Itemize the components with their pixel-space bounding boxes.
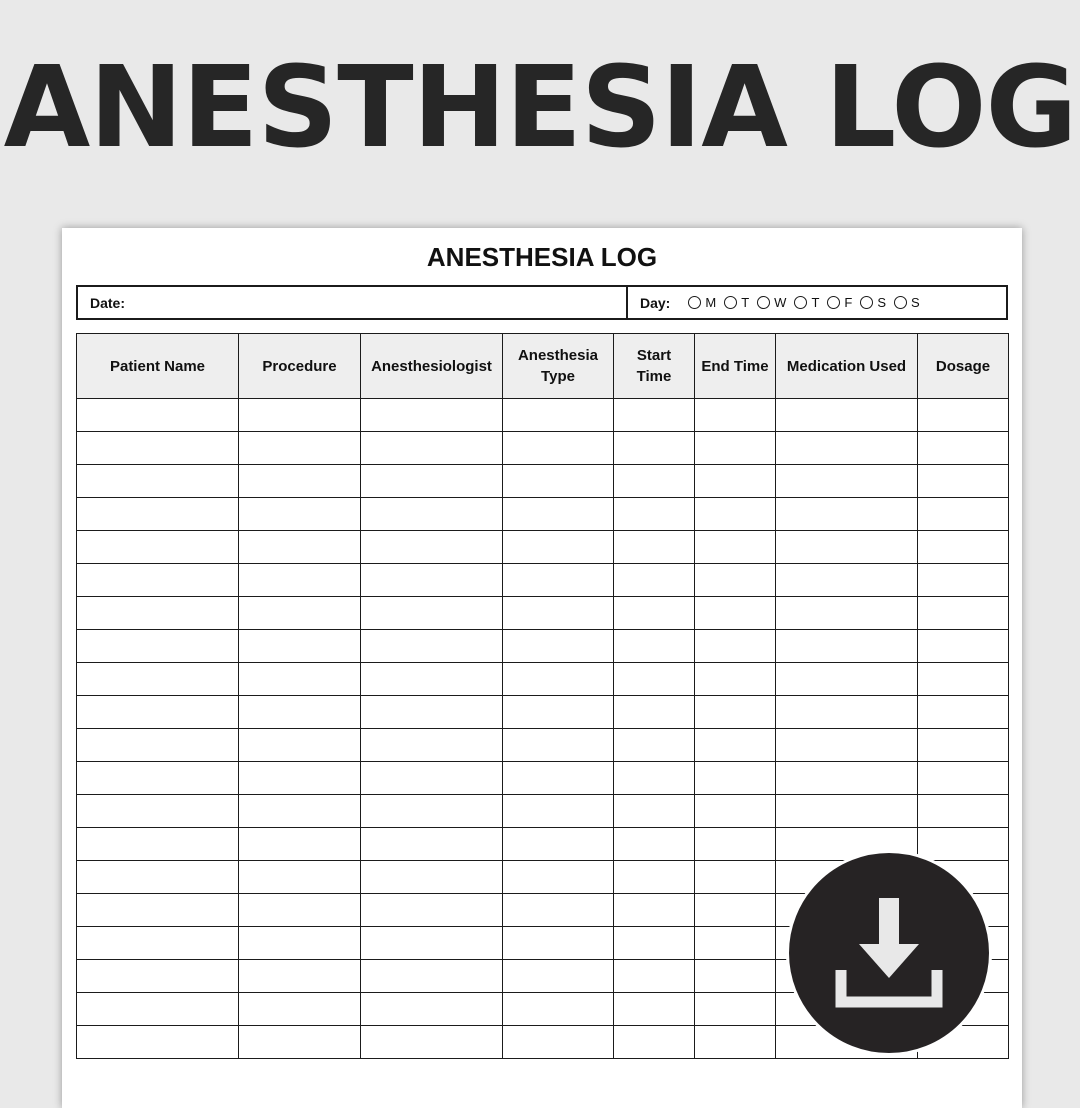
- table-cell[interactable]: [361, 696, 503, 729]
- table-cell[interactable]: [503, 465, 614, 498]
- radio-circle-icon: [860, 296, 873, 309]
- table-cell[interactable]: [695, 828, 776, 861]
- table-cell[interactable]: [614, 663, 695, 696]
- table-cell[interactable]: [77, 465, 239, 498]
- table-cell[interactable]: [776, 696, 918, 729]
- table-cell[interactable]: [361, 729, 503, 762]
- table-cell[interactable]: [239, 993, 361, 1026]
- table-cell[interactable]: [918, 828, 1009, 861]
- table-cell[interactable]: [503, 762, 614, 795]
- column-header: Patient Name: [77, 334, 239, 399]
- radio-circle-icon: [894, 296, 907, 309]
- radio-circle-icon: [757, 296, 770, 309]
- table-cell[interactable]: [614, 795, 695, 828]
- table-cell[interactable]: [918, 597, 1009, 630]
- table-cell[interactable]: [361, 663, 503, 696]
- day-option-sat[interactable]: S: [860, 295, 886, 310]
- day-option-tue[interactable]: T: [724, 295, 749, 310]
- table-cell[interactable]: [918, 564, 1009, 597]
- table-cell[interactable]: [918, 630, 1009, 663]
- table-cell[interactable]: [239, 564, 361, 597]
- table-cell[interactable]: [503, 993, 614, 1026]
- table-cell[interactable]: [77, 498, 239, 531]
- table-cell[interactable]: [77, 696, 239, 729]
- table-cell[interactable]: [361, 861, 503, 894]
- table-cell[interactable]: [614, 498, 695, 531]
- column-header: Start Time: [614, 334, 695, 399]
- table-cell[interactable]: [503, 630, 614, 663]
- column-header: Procedure: [239, 334, 361, 399]
- table-cell[interactable]: [695, 630, 776, 663]
- radio-circle-icon: [827, 296, 840, 309]
- table-cell[interactable]: [695, 1026, 776, 1059]
- table-cell[interactable]: [239, 1026, 361, 1059]
- table-cell[interactable]: [614, 927, 695, 960]
- table-cell[interactable]: [239, 828, 361, 861]
- table-cell[interactable]: [361, 498, 503, 531]
- table-cell[interactable]: [776, 531, 918, 564]
- table-cell[interactable]: [77, 663, 239, 696]
- table-cell[interactable]: [361, 762, 503, 795]
- table-cell[interactable]: [77, 927, 239, 960]
- table-cell[interactable]: [239, 399, 361, 432]
- download-button[interactable]: [786, 850, 992, 1056]
- table-cell[interactable]: [695, 399, 776, 432]
- table-cell[interactable]: [503, 531, 614, 564]
- table-cell[interactable]: [918, 795, 1009, 828]
- table-header-row: [77, 334, 1009, 399]
- table-cell[interactable]: [918, 531, 1009, 564]
- column-header: Anesthesiologist: [361, 334, 503, 399]
- table-cell[interactable]: [503, 729, 614, 762]
- table-cell[interactable]: [239, 531, 361, 564]
- table-cell[interactable]: [695, 993, 776, 1026]
- table-cell[interactable]: [614, 399, 695, 432]
- table-cell[interactable]: [614, 861, 695, 894]
- table-cell[interactable]: [918, 465, 1009, 498]
- table-cell[interactable]: [361, 795, 503, 828]
- table-cell[interactable]: [695, 861, 776, 894]
- table-cell[interactable]: [695, 960, 776, 993]
- table-row: [77, 465, 1009, 498]
- table-cell[interactable]: [503, 795, 614, 828]
- radio-circle-icon: [688, 296, 701, 309]
- table-cell[interactable]: [695, 795, 776, 828]
- table-cell[interactable]: [695, 663, 776, 696]
- table-cell[interactable]: [361, 564, 503, 597]
- table-cell[interactable]: [776, 399, 918, 432]
- day-option-sun[interactable]: S: [894, 295, 920, 310]
- table-row: [77, 795, 1009, 828]
- table-cell[interactable]: [695, 762, 776, 795]
- table-cell[interactable]: [361, 465, 503, 498]
- table-cell[interactable]: [361, 1026, 503, 1059]
- day-option-thu[interactable]: T: [794, 295, 819, 310]
- table-cell[interactable]: [361, 927, 503, 960]
- day-option-fri[interactable]: F: [827, 295, 852, 310]
- table-cell[interactable]: [776, 762, 918, 795]
- table-row: [77, 663, 1009, 696]
- table-cell[interactable]: [503, 432, 614, 465]
- sheet-title: ANESTHESIA LOG: [426, 242, 658, 272]
- table-cell[interactable]: [503, 861, 614, 894]
- table-cell[interactable]: [361, 894, 503, 927]
- table-cell[interactable]: [361, 828, 503, 861]
- table-cell[interactable]: [614, 465, 695, 498]
- table-cell[interactable]: [614, 894, 695, 927]
- table-cell[interactable]: [77, 894, 239, 927]
- table-cell[interactable]: [503, 960, 614, 993]
- table-row: [77, 762, 1009, 795]
- table-row: [77, 696, 1009, 729]
- table-cell[interactable]: [695, 894, 776, 927]
- table-cell[interactable]: [503, 597, 614, 630]
- day-label: Day:: [640, 294, 671, 311]
- date-day-row: [76, 285, 1008, 320]
- table-cell[interactable]: [361, 432, 503, 465]
- table-cell[interactable]: [77, 993, 239, 1026]
- table-row: [77, 399, 1009, 432]
- table-cell[interactable]: [503, 663, 614, 696]
- table-cell[interactable]: [77, 1026, 239, 1059]
- table-cell[interactable]: [918, 729, 1009, 762]
- table-cell[interactable]: [77, 531, 239, 564]
- table-cell[interactable]: [695, 498, 776, 531]
- table-cell[interactable]: [918, 498, 1009, 531]
- table-cell[interactable]: [361, 597, 503, 630]
- banner-title: ANESTHESIA LOG: [3, 43, 1077, 173]
- table-cell[interactable]: [77, 861, 239, 894]
- table-cell[interactable]: [614, 960, 695, 993]
- day-selector: [628, 287, 1006, 318]
- table-cell[interactable]: [614, 564, 695, 597]
- table-cell[interactable]: [776, 465, 918, 498]
- table-cell[interactable]: [776, 663, 918, 696]
- table-cell[interactable]: [918, 432, 1009, 465]
- table-cell[interactable]: [776, 432, 918, 465]
- table-cell[interactable]: [361, 630, 503, 663]
- radio-circle-icon: [794, 296, 807, 309]
- table-cell[interactable]: [503, 927, 614, 960]
- table-cell[interactable]: [239, 762, 361, 795]
- table-cell[interactable]: [239, 861, 361, 894]
- table-cell[interactable]: [239, 597, 361, 630]
- table-cell[interactable]: [614, 1026, 695, 1059]
- table-cell[interactable]: [503, 1026, 614, 1059]
- table-cell[interactable]: [614, 597, 695, 630]
- table-cell[interactable]: [503, 498, 614, 531]
- table-cell[interactable]: [695, 531, 776, 564]
- table-cell[interactable]: [918, 663, 1009, 696]
- table-cell[interactable]: [918, 762, 1009, 795]
- date-field[interactable]: [78, 287, 628, 318]
- table-cell[interactable]: [239, 894, 361, 927]
- table-cell[interactable]: [77, 762, 239, 795]
- column-header: Medication Used: [776, 334, 918, 399]
- table-cell[interactable]: [695, 597, 776, 630]
- table-cell[interactable]: [614, 729, 695, 762]
- table-row: [77, 729, 1009, 762]
- table-cell[interactable]: [776, 795, 918, 828]
- table-cell[interactable]: [695, 432, 776, 465]
- table-cell[interactable]: [695, 696, 776, 729]
- table-cell[interactable]: [918, 399, 1009, 432]
- table-cell[interactable]: [918, 696, 1009, 729]
- table-cell[interactable]: [503, 894, 614, 927]
- table-cell[interactable]: [776, 729, 918, 762]
- table-cell[interactable]: [239, 795, 361, 828]
- column-header: End Time: [695, 334, 776, 399]
- table-cell[interactable]: [77, 630, 239, 663]
- table-cell[interactable]: [361, 960, 503, 993]
- table-cell[interactable]: [503, 399, 614, 432]
- table-cell[interactable]: [614, 630, 695, 663]
- table-row: [77, 432, 1009, 465]
- day-option-wed[interactable]: W: [757, 295, 786, 310]
- table-cell[interactable]: [77, 564, 239, 597]
- table-cell[interactable]: [239, 630, 361, 663]
- table-cell[interactable]: [77, 432, 239, 465]
- table-cell[interactable]: [239, 432, 361, 465]
- table-cell[interactable]: [614, 762, 695, 795]
- table-row: [77, 597, 1009, 630]
- table-cell[interactable]: [614, 993, 695, 1026]
- table-cell[interactable]: [695, 729, 776, 762]
- table-cell[interactable]: [361, 399, 503, 432]
- table-cell[interactable]: [77, 960, 239, 993]
- table-cell[interactable]: [77, 399, 239, 432]
- table-cell[interactable]: [239, 696, 361, 729]
- date-label: Date:: [90, 294, 126, 311]
- table-cell[interactable]: [503, 828, 614, 861]
- table-cell[interactable]: [614, 828, 695, 861]
- table-cell[interactable]: [776, 498, 918, 531]
- day-option-mon[interactable]: M: [688, 295, 716, 310]
- table-cell[interactable]: [77, 729, 239, 762]
- download-icon: [833, 894, 945, 1012]
- table-cell[interactable]: [239, 465, 361, 498]
- table-cell[interactable]: [776, 564, 918, 597]
- radio-circle-icon: [724, 296, 737, 309]
- table-cell[interactable]: [695, 465, 776, 498]
- table-cell[interactable]: [239, 663, 361, 696]
- table-cell[interactable]: [503, 696, 614, 729]
- table-cell[interactable]: [77, 828, 239, 861]
- table-row: [77, 564, 1009, 597]
- column-header: Dosage: [918, 334, 1009, 399]
- table-cell[interactable]: [239, 927, 361, 960]
- table-row: [77, 630, 1009, 663]
- table-cell[interactable]: [77, 795, 239, 828]
- table-cell[interactable]: [239, 729, 361, 762]
- table-cell[interactable]: [776, 630, 918, 663]
- column-header: Anesthesia Type: [503, 334, 614, 399]
- table-row: [77, 531, 1009, 564]
- table-row: [77, 498, 1009, 531]
- table-cell[interactable]: [614, 432, 695, 465]
- table-cell[interactable]: [239, 498, 361, 531]
- table-cell[interactable]: [695, 564, 776, 597]
- table-cell[interactable]: [361, 531, 503, 564]
- table-cell[interactable]: [614, 531, 695, 564]
- table-cell[interactable]: [77, 597, 239, 630]
- table-cell[interactable]: [503, 564, 614, 597]
- table-cell[interactable]: [776, 597, 918, 630]
- table-cell[interactable]: [361, 993, 503, 1026]
- table-cell[interactable]: [239, 960, 361, 993]
- table-cell[interactable]: [614, 696, 695, 729]
- table-cell[interactable]: [695, 927, 776, 960]
